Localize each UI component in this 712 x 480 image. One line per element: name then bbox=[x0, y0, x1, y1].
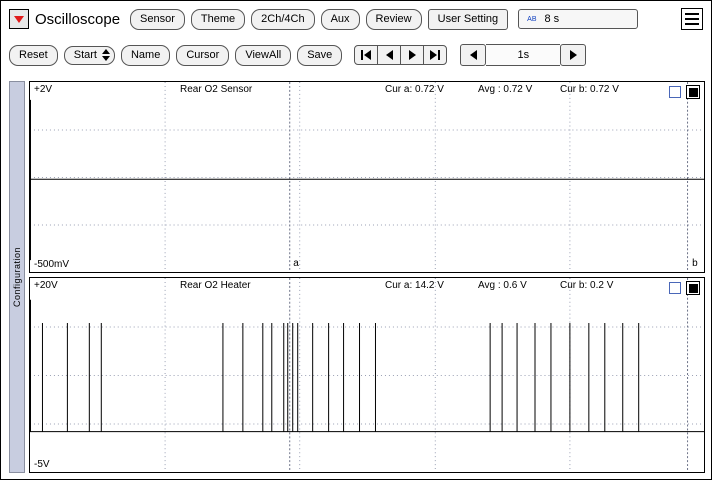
plot-area bbox=[9, 73, 705, 473]
rate-value[interactable]: 1s bbox=[486, 44, 560, 66]
rate-control bbox=[460, 44, 586, 66]
play-back-icon[interactable] bbox=[377, 45, 401, 65]
channel-0-cursor-a-readout: Cur a: 0.72 V bbox=[385, 84, 444, 95]
channel-0-ybottom-label: -500mV bbox=[34, 259, 70, 270]
channel-1-color-swatch[interactable] bbox=[686, 281, 700, 295]
channel-0-trace bbox=[30, 82, 704, 272]
start-stepper[interactable] bbox=[64, 46, 115, 65]
play-forward-icon[interactable] bbox=[400, 45, 424, 65]
channel-1-name: Rear O2 Heater bbox=[180, 280, 251, 291]
sensor-button[interactable]: Sensor bbox=[130, 9, 185, 30]
user-setting-button[interactable]: User Setting bbox=[428, 9, 509, 30]
transport-controls bbox=[354, 45, 446, 65]
channel-0-checkbox[interactable] bbox=[669, 86, 681, 98]
time-display[interactable] bbox=[518, 9, 638, 29]
channel-1-ytop-label: +20V bbox=[34, 280, 58, 291]
channel-1-trace bbox=[30, 278, 704, 472]
time-display-value: 8 s bbox=[544, 13, 560, 25]
channel-0-avg-readout: Avg : 0.72 V bbox=[478, 84, 533, 95]
ab-mode-icon: AB bbox=[527, 15, 537, 23]
sidebar-tab-configuration[interactable] bbox=[9, 81, 25, 473]
channel-1-cursor-a-readout: Cur a: 14.2 V bbox=[385, 280, 444, 291]
channel-0-cursor-b-readout: Cur b: 0.72 V bbox=[560, 84, 619, 95]
chevron-updown-icon[interactable] bbox=[102, 49, 110, 61]
channel-1-avg-readout: Avg : 0.6 V bbox=[478, 280, 527, 291]
channel-0-name: Rear O2 Sensor bbox=[180, 84, 253, 95]
channels-button[interactable]: 2Ch/4Ch bbox=[251, 9, 314, 30]
hamburger-menu-icon[interactable] bbox=[681, 8, 703, 30]
skip-to-start-icon[interactable] bbox=[354, 45, 378, 65]
channel-panel-0[interactable] bbox=[29, 81, 705, 273]
channel-1-checkbox[interactable] bbox=[669, 282, 681, 294]
aux-button[interactable]: Aux bbox=[321, 9, 360, 30]
left-triangle-icon[interactable] bbox=[460, 44, 486, 66]
red-triangle-menu-icon[interactable] bbox=[9, 9, 29, 29]
page-title: Oscilloscope bbox=[35, 10, 121, 28]
channel-0-color-swatch[interactable] bbox=[686, 85, 700, 99]
save-button[interactable]: Save bbox=[297, 45, 342, 66]
theme-button[interactable]: Theme bbox=[191, 9, 245, 30]
right-triangle-icon[interactable] bbox=[560, 44, 586, 66]
skip-to-end-icon[interactable] bbox=[423, 45, 447, 65]
sidebar-tab-label: Configuration bbox=[12, 246, 22, 308]
reset-button[interactable]: Reset bbox=[9, 45, 58, 66]
toolbar-top bbox=[1, 1, 711, 37]
cursor-button[interactable]: Cursor bbox=[176, 45, 229, 66]
channel-0-cursor-a-label: a bbox=[293, 258, 299, 269]
toolbar-bottom bbox=[1, 37, 711, 73]
channel-0-cursor-b-label: b bbox=[692, 258, 698, 269]
channel-panel-1[interactable] bbox=[29, 277, 705, 473]
channel-1-ybottom-label: -5V bbox=[34, 459, 50, 470]
review-button[interactable]: Review bbox=[366, 9, 422, 30]
channel-0-controls bbox=[669, 85, 700, 99]
start-label: Start bbox=[73, 48, 97, 61]
name-button[interactable]: Name bbox=[121, 45, 170, 66]
channel-0-ytop-label: +2V bbox=[34, 84, 53, 95]
channel-1-cursor-b-readout: Cur b: 0.2 V bbox=[560, 280, 614, 291]
viewall-button[interactable]: ViewAll bbox=[235, 45, 291, 66]
channel-1-controls bbox=[669, 281, 700, 295]
